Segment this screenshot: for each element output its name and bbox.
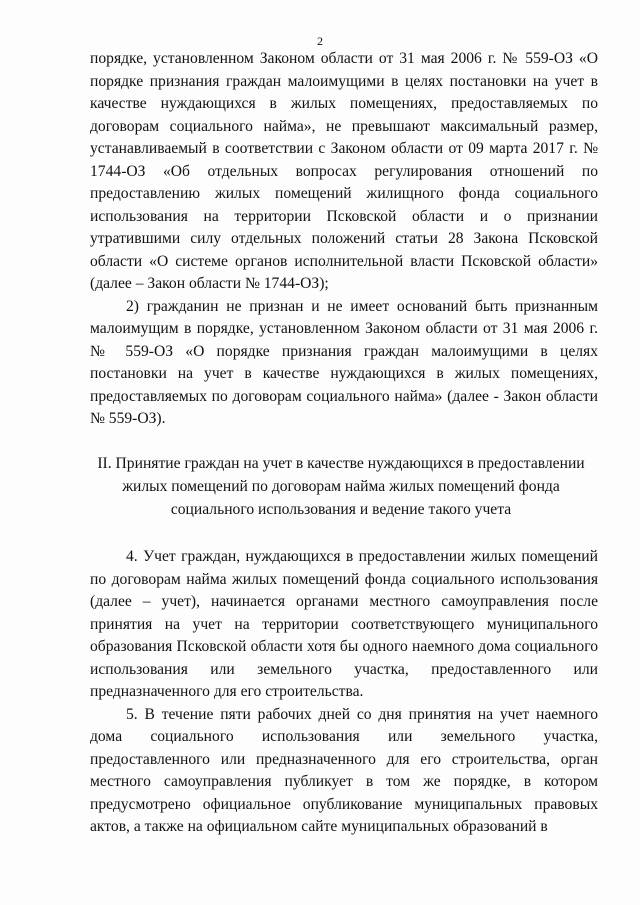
- paragraph-law-reference: порядке, установленном Законом области от 31 мая 2006 г. № 559-ОЗ «О порядке признания граждан малоимущими в целях постановки на учет в качестве нуждающихся в жилых помещениях, предоставляемых по договорам социального найма», не превышают максимальный размер, устанавливаемый в соответствии с Законом области от 09 марта 2017 г. № 1744-ОЗ «Об отдельных вопросах регулирования отношений по предоставлению жилых помещений жилищного фонда социального использования на территории Псковской области и о признании утратившими силу отдельных положений статьи 28 Закона Псковской области «О системе органов исполнительной власти Псковской области» (далее – Закон области № 1744-ОЗ);: [90, 50, 598, 292]
- page-number: 2: [317, 34, 323, 48]
- paragraph-item-5: 5. В течение пяти рабочих дней со дня принятия на учет наемного дома социального использования или земельного участка, предоставленного или предназначенного для его строительства, орган местного самоуправления публикует в том же порядке, в котором предусмотрено официальное опубликование муниципальных правовых актов, а также на официальном сайте муниципальных образований в: [90, 705, 598, 835]
- paragraph-item-4: 4. Учет граждан, нуждающихся в предоставлении жилых помещений по договорам найма жилых помещений фонда социального использования (далее – учет), начинается органами местного самоуправления после принятия на учет на территории соответствующего муниципального образования Псковской области хотя бы одного наемного дома социального использования или земельного участка, предоставленного или предназначенного для его строительства.: [90, 548, 598, 700]
- bottom-text-block: [90, 546, 598, 839]
- top-text-block: [90, 48, 598, 431]
- section-heading: II. Принятие граждан на учет в качестве нуждающихся в предоставлении жилых помещений по договорам найма жилых помещений фонда социального использования и ведение такого учета: [97, 455, 585, 518]
- paragraph-item-2: 2) гражданин не признан и не имеет оснований быть признанным малоимущим в порядке, установленном Законом области от 31 мая 2006 г. № 559-ОЗ «О порядке признания граждан малоимущими в целях постановки на учет в качестве нуждающихся в жилых помещениях, предоставляемых по договорам социального найма» (далее - Закон области № 559-ОЗ).: [90, 297, 598, 427]
